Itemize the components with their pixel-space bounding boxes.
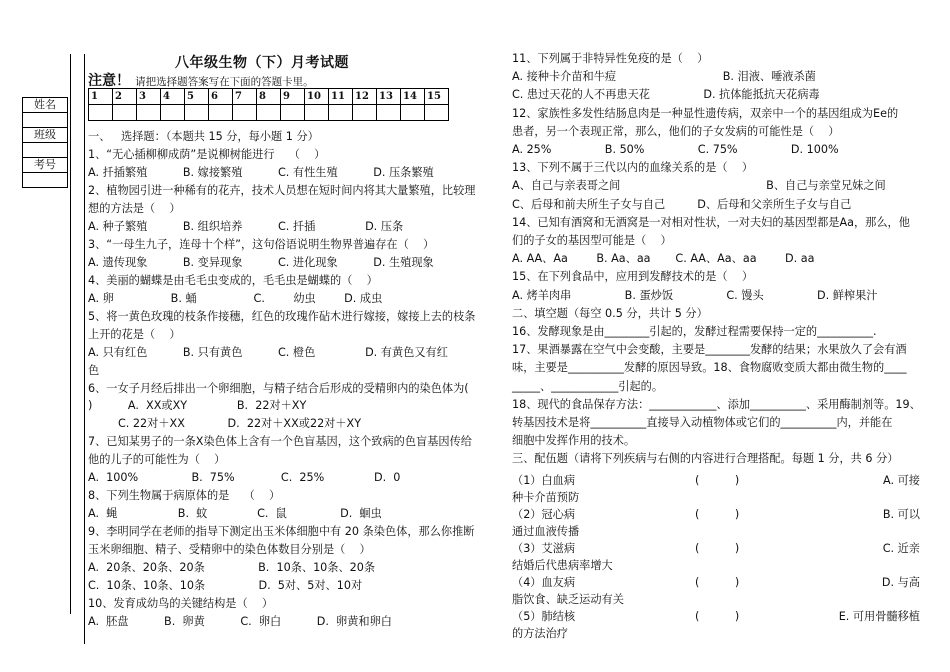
left-text-line: A. 100% B. 75% C. 25% D. 0 [88,471,401,484]
matching-paren: ( ) [695,576,740,589]
left-text-line: A. 遗传现象 B. 变异现象 C. 进化现象 D. 生殖现象 [88,256,434,269]
matching-continuation: 结婚后代患病率增大 [512,559,613,572]
matching-continuation: 种卡介苗预防 [512,491,580,504]
left-text-line: 3、“一母生九子，连母十个样”，这句俗语说明生物界普遍存在（ ） [88,238,435,251]
left-text-line: A. 只有红色 B. 只有黄色 C. 橙色 D. 有黄色又有红 [88,346,448,359]
left-text-line: ) A. XX或XY B. 22对＋XY [88,399,307,412]
matching-left: （1）白血病 [512,474,576,487]
answer-card-blank[interactable] [329,105,353,121]
answer-card-number: 7 [233,89,257,105]
left-text-line: A. 扦插繁殖 B. 嫁接繁殖 C. 有性生殖 D. 压条繁殖 [88,166,434,179]
right-text-line: 14、已知有酒窝和无酒窝是一对相对性状，一对夫妇的基因型都是Aa，那么，他 [512,215,910,229]
left-text-line: A. 卵 B. 蛹 C. 幼虫 D. 成虫 [88,292,383,305]
notice-text: 请把选择题答案写在下面的答题卡里。 [135,76,314,88]
answer-card-number: 13 [377,89,401,105]
left-text-line: 8、下列生物属于病原体的是 （ ） [88,489,281,502]
right-text-line: 15、在下列食品中，应用到发酵技术的是（ ） [512,270,754,284]
left-text-line: 1、“无心插柳柳成荫”是说柳树能进行 （ ） [88,148,326,161]
matching-right: D. 与高 [881,576,920,589]
answer-card-blank[interactable] [257,105,281,121]
left-text-line: 一、 选择题：（本题共 15 分，每小题 1 分） [88,130,319,143]
left-text-line: 2、植物园引进一种稀有的花卉，技术人员想在短时间内将其大量繁殖，比较理 [88,184,476,197]
answer-card-number: 5 [185,89,209,105]
answer-card-blank[interactable] [233,105,257,121]
answer-card-blank[interactable] [185,105,209,121]
left-text-line: 玉米卵细胞、精子、受精卵中的染色体数目分别是（ ） [88,543,371,556]
right-text-line: 二、填空题（每空 0.5 分，共计 5 分） [512,306,708,320]
left-text-line: 想的方法是（ ） [88,202,181,215]
left-text-line: 10、发育成幼鸟的关键结构是（ ） [88,597,274,610]
left-text-line: 7、已知某男子的一条X染色体上含有一个色盲基因，这个致病的色盲基因传给 [88,435,472,448]
right-text-line: 18、现代的食品保存方法：____________、添加__________、采用酶制剂等。19、 [512,397,921,411]
right-text-line: 患者，另一个表现正常，那么，他们的子女发病的可能性是（ ） [512,124,840,138]
answer-card-blank[interactable] [281,105,305,121]
matching-left: （3）艾滋病 [512,542,576,555]
right-text-line: 细胞中发挥作用的技术。 [512,434,636,448]
right-text-line: A. 25% B. 50% C. 75% D. 100% [512,143,839,156]
right-text-line: 转基因技术是将__________直接导入动植物体或它们的__________内，并能在 [512,416,893,429]
answer-card-blank[interactable] [425,105,449,121]
right-text-line: A. AA、Aa B. Aa、aa C. AA、Aa、aa D. aa [512,252,815,266]
answer-card-number: 12 [353,89,377,105]
answer-card-number: 14 [401,89,425,105]
answer-card-blank[interactable] [401,105,425,121]
right-text-line: 13、下列不属于三代以内的血缘关系的是（ ） [512,161,754,175]
left-text-line: 9、李明同学在老师的指导下测定出玉米体细胞中有 20 条染色体，那么你推断 [88,525,475,538]
matching-right: B. 可以 [882,508,920,521]
left-text-line: 4、美丽的蝴蝶是由毛毛虫变成的，毛毛虫是蝴蝶的（ ） [88,274,378,287]
matching-continuation: 脂饮食、缺乏运动有关 [512,593,624,606]
right-text-line: A. 烤羊肉串 B. 蛋炒饭 C. 馒头 D. 鲜榨果汁 [512,288,878,302]
matching-right: E. 可用骨髓移植 [838,610,920,623]
answer-card-blank[interactable] [353,105,377,121]
right-text-line: 三、配伍题（请将下列疾病与右侧的内容进行合理搭配。每题 1 分，共 6 分） [512,452,899,466]
matching-right: C. 近亲 [882,542,920,555]
left-text-line: 色 [88,364,100,377]
right-text-line: C、后母和前夫所生子女与自己 D、后母和父亲所生子女与自己 [512,197,852,211]
matching-left: （5）肺结核 [512,610,576,623]
matching-paren: ( ) [695,542,740,555]
right-text-line: _____、____________引起的。 [512,379,664,393]
left-text-line: C. 22对＋XX D. 22对＋XX或22对＋XY [118,417,362,430]
answer-card-number: 10 [305,89,329,105]
answer-card-number: 6 [209,89,233,105]
field-name: 姓名 [23,98,67,113]
left-text-line: A. 胚盘 B. 卵黄 C. 卵白 D. 卵黄和卵白 [88,615,392,628]
answer-card-blank[interactable] [89,105,113,121]
answer-card-blank[interactable] [305,105,329,121]
answer-card-blank[interactable] [137,105,161,121]
left-text-line: 6、一女子月经后排出一个卵细胞，与精子结合后形成的受精卵内的染色体为( [88,382,469,395]
matching-right: A. 可接 [883,474,920,487]
matching-paren: ( ) [695,474,740,487]
matching-continuation: 通过血液传播 [512,525,580,538]
right-text-line: 味，主要是__________发酵的原因导致。18、食物腐败变质大都由微生物的____ [512,361,907,375]
left-text-line: A. 20条、20条、20条 B. 10条、10条、20条 [88,561,376,574]
right-text-line: 11、下列属于非特异性免疫的是（ ） [512,52,709,65]
field-id: 考号 [23,158,67,173]
field-class-blank [23,143,67,158]
left-text-line: A. 蝇 B. 蚊 C. 鼠 D. 蛔虫 [88,507,382,520]
left-text-line: 5、将一黄色玫瑰的枝条作接穗，红色的玫瑰作砧木进行嫁接，嫁接上去的枝条 [88,310,476,323]
matching-left: （4）血友病 [512,576,576,589]
answer-card [88,88,449,121]
answer-card-number: 15 [425,89,449,105]
field-class: 班级 [23,128,67,143]
answer-card-blank[interactable] [161,105,185,121]
page-title: 八年级生物（下）月考试题 [175,55,349,71]
right-text-line: 17、果酒暴露在空气中会变酸，主要是________发酵的结果；水果放久了会有酒 [512,343,907,357]
right-text-line: 12、家族性多发性结肠息肉是一种显性遗传病，双亲中一个的基因组成为Ee的 [512,106,899,120]
right-text-line: A. 接种卡介苗和牛痘 B. 泪液、唾液杀菌 [512,70,816,84]
answer-card-number: 8 [257,89,281,105]
student-info-box [22,97,68,188]
answer-card-blank[interactable] [209,105,233,121]
right-text-line: 16、发酵现象是由________引起的，发酵过程需要保持一定的__________. [512,325,877,338]
matching-paren: ( ) [695,508,740,521]
right-text-line: A、自己与亲表哥之间 B、自己与亲堂兄妹之间 [512,179,886,193]
field-id-blank [23,173,67,187]
answer-card-number: 3 [137,89,161,105]
left-text-line: 上开的花是（ ） [88,328,181,341]
left-text-line: A. 种子繁殖 B. 组织培养 C. 扦插 D. 压条 [88,220,404,233]
answer-card-number: 2 [113,89,137,105]
answer-card-blank[interactable] [377,105,401,121]
field-name-blank [23,113,67,128]
answer-card-number: 11 [329,89,353,105]
matching-paren: ( ) [695,610,740,623]
left-text-line: 他的儿子的可能性为（ ） [88,453,226,466]
right-text-line: 们的子女的基因型可能是（ ） [512,234,672,247]
notice-label: 注意！ [88,73,130,89]
answer-card-number: 4 [161,89,185,105]
binding-line-inner [84,54,85,644]
matching-left: （2）冠心病 [512,508,576,521]
matching-continuation: 的方法治疗 [512,627,568,640]
notice [88,70,314,90]
answer-card-blank[interactable] [113,105,137,121]
left-text-line: C. 10条、10条、10条 D. 5对、5对、10对 [88,579,363,592]
answer-card-number: 1 [89,89,113,105]
answer-card-number: 9 [281,89,305,105]
right-text-line: C. 患过天花的人不再患天花 D. 抗体能抵抗天花病毒 [512,88,820,102]
binding-line [70,54,71,614]
